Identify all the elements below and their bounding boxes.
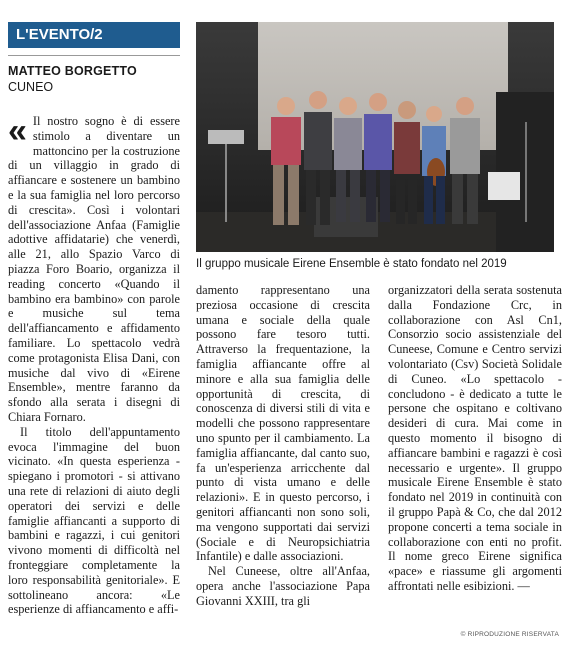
section-label: L'EVENTO/2	[16, 26, 103, 43]
section-tag	[8, 22, 180, 48]
article-column-3	[388, 283, 562, 594]
article-paragraph: Il nostro sogno è di essere stimolo a diventare un mattoncino per la costruzione di un villaggio in grado di affiancare e sostenere un bambino e la sua famiglia nel loro percorso di crescita». Così i volontari dell'associazione Anfaa (Famiglie adottive affidatarie) che venerdì, alle 21, allo Spazio Varco di piazza Foro Boario, organizza il reading concerto «Quando il bambino era bambino» con parole e musiche sul tema dell'affiancamento e affidamento familiare. Lo spettacolo vedrà come protagonista Elisa Dani, con musiche dal vivo di «Eirene Ensemble», mentre faranno da sfondo alla serata i disegni di Chiara Fornaro.	[8, 114, 180, 424]
article-column-2	[196, 283, 370, 609]
article-paragraph: Il titolo dell'appuntamento evoca l'immagine del buon vicinato. «In questa esperienza - spiegano i promotori - si attivano una rete di relazioni di aiuto degli operatori dei servizi e delle famiglie affiancanti a supporto di bambini e ragazzi, i cui genitori vivono momenti di difficoltà nel fronteggiare completamente la loro responsabilità genitoriale». E sottolineano ancora: «Le esperienze di affiancamento e affi-	[8, 424, 180, 617]
section-divider	[8, 55, 180, 56]
opening-quote-icon: «	[8, 112, 27, 150]
dateline-location: CUNEO	[8, 80, 54, 94]
article-photo	[196, 22, 554, 252]
article-column-1	[8, 114, 180, 617]
photo-caption: Il gruppo musicale Eirene Ensemble è stato fondato nel 2019	[196, 258, 507, 270]
copyright-notice: © RIPRODUZIONE RISERVATA	[460, 631, 559, 638]
author-name: MATTEO BORGETTO	[8, 64, 137, 78]
article-paragraph: Nel Cuneese, oltre all'Anfaa, opera anche l'associazione Papa Giovanni XXIII, tra gli	[196, 564, 370, 608]
band-photo-illustration	[196, 22, 554, 252]
article-paragraph: organizzatori della serata sostenuta dalla Fondazione Crc, in collaborazione con Asl Cn1, Consorzio socio assistenziale del Cuneese, Comune e Centro servizi volontariato (Csv) Società Solidale di Cuneo. «Lo spettacolo - concludono - è dedicato a tutte le persone che ospitano e coltivano desideri di cura. Mai come in questo momento il bisogno di affiancare bambini e ragazzi è così necessario e urgente». Il gruppo musicale Eirene Ensemble è stato fondato nel 2019 in continuità con il gruppo Papà & Co, che dal 2012 propone concerti a tema sociale in collaborazione con enti no profit. Il nome greco Eirene significa «pace» e riassume gli argomenti affrontati nelle esibizioni. —	[388, 283, 562, 593]
article-paragraph: damento rappresentano una preziosa occasione di crescita umana e sociale della quale possono fare tesoro tutti. Attraverso la frequentazione, la famiglia affiancante offre al minore e alla sua famiglia delle opportunità di crescita, di conoscenza di diversi stili di vita e modelli che possono rappresentare uno spunto per il cambiamento. La famiglia affiancante, dal canto suo, fa un'esperienza arricchente dal punto di vista umano e delle relazioni». E in questo percorso, i genitori affiancanti non sono soli, ma vengono supportati dai servizi (Sociale e di Neuropsichiatria Infantile) e dalle associazioni.	[196, 283, 370, 564]
